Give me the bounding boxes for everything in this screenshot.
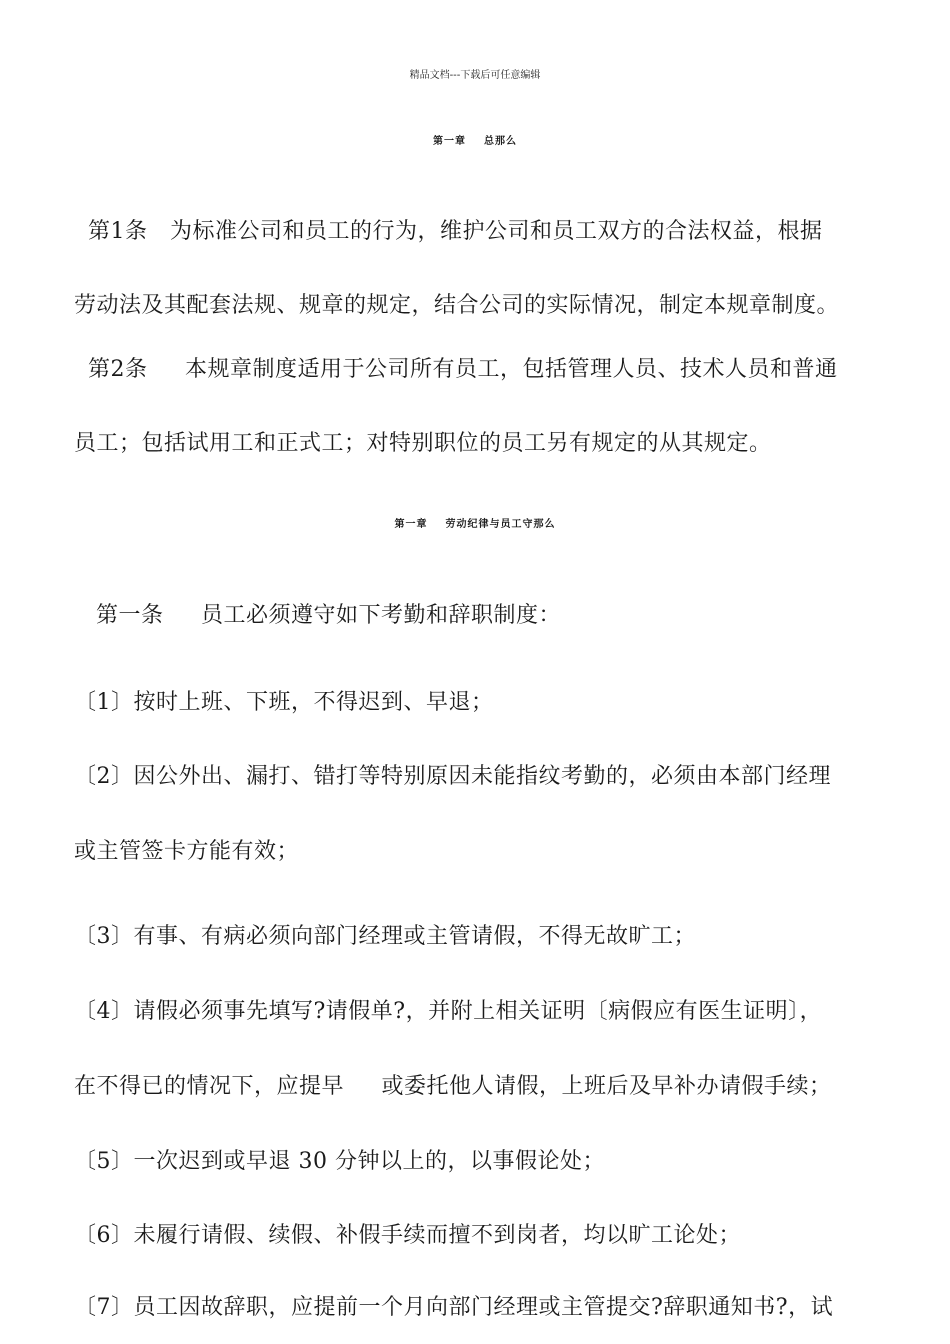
list-item: 在不得已的情况下，应提早 或委托他人请假，上班后及早补办请假手续；	[74, 1074, 832, 1099]
list-item: 〔5〕一次迟到或早退 30 分钟以上的，以事假论处；	[74, 1149, 605, 1174]
list-item: 〔2〕因公外出、漏打、错打等特别原因未能指纹考勤的，必须由本部门经理	[74, 764, 831, 789]
list-item: 或主管签卡方能有效；	[74, 839, 300, 864]
article-2-line-1: 第2条 本规章制度适用于公司所有员工，包括管理人员、技术人员和普通	[88, 357, 838, 382]
list-item: 〔6〕未履行请假、续假、补假手续而擅不到岗者，均以旷工论处；	[74, 1223, 741, 1248]
list-item: 〔1〕按时上班、下班，不得迟到、早退；	[74, 690, 494, 715]
list-item: 〔4〕请假必须事先填写?请假单?，并附上相关证明〔病假应有医生证明〕，	[74, 999, 823, 1024]
header-note: 精品文档---下载后可任意编辑	[409, 70, 541, 81]
section-heading: 第一条 员工必须遵守如下考勤和辞职制度：	[96, 603, 561, 628]
article-1-line-1: 第1条 为标准公司和员工的行为，维护公司和员工双方的合法权益，根据	[88, 219, 823, 244]
article-2-line-2: 员工；包括试用工和正式工；对特别职位的员工另有规定的从其规定。	[74, 431, 772, 456]
list-item: 〔7〕员工因故辞职，应提前一个月向部门经理或主管提交?辞职通知书?，试	[74, 1295, 834, 1320]
chapter-title: 第一章 劳动纪律与员工守那么	[394, 519, 556, 530]
list-item: 〔3〕有事、有病必须向部门经理或主管请假，不得无故旷工；	[74, 924, 696, 949]
chapter-title: 第一章 总那么	[433, 136, 517, 147]
article-1-line-2: 劳动法及其配套法规、规章的规定，结合公司的实际情况，制定本规章制度。	[74, 293, 840, 318]
